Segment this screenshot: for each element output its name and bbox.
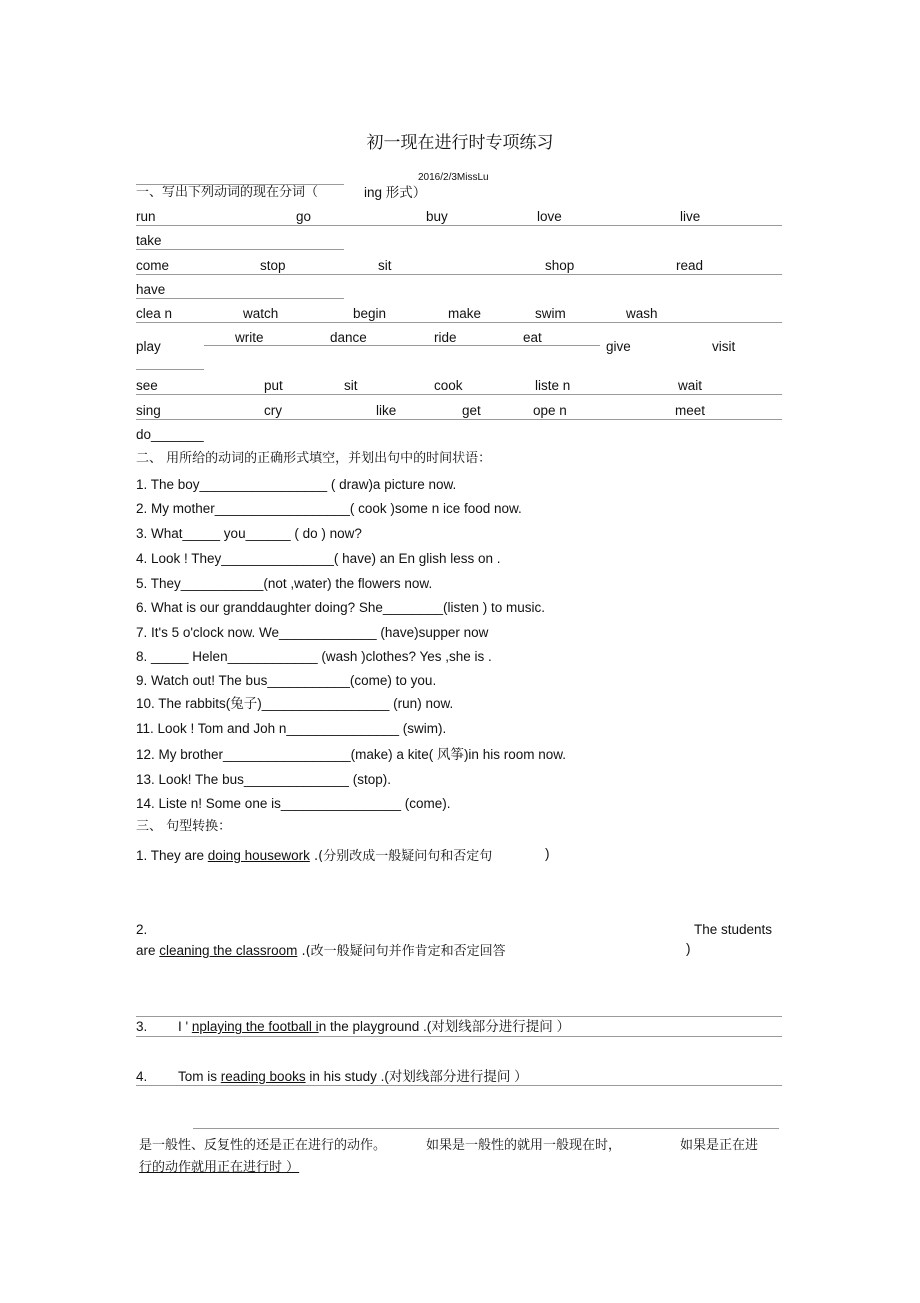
exercise-item: 5. They___________(not ,water) the flowers now. bbox=[136, 576, 433, 591]
transform-item-2 bbox=[136, 943, 506, 960]
q3-subject: I ' bbox=[178, 1019, 192, 1034]
q2-lead: The students bbox=[694, 922, 773, 937]
verb-item: give bbox=[606, 339, 631, 354]
verb-item: run bbox=[136, 209, 156, 224]
answer-line bbox=[136, 249, 344, 250]
exercise-item: 2. My mother__________________( cook )some n ice food now. bbox=[136, 501, 522, 516]
transform-item-4 bbox=[178, 1069, 528, 1085]
exercise-item: 3. What_____ you______ ( do ) now? bbox=[136, 526, 362, 541]
page-title: 初一现在进行时专项练习 bbox=[366, 133, 554, 153]
q1-close-paren: ) bbox=[545, 846, 550, 861]
verb-item: live bbox=[680, 209, 701, 224]
verb-item: come bbox=[136, 258, 170, 273]
verb-item: stop bbox=[260, 258, 286, 273]
verb-item: liste n bbox=[535, 378, 571, 393]
verb-item: sit bbox=[344, 378, 358, 393]
q1-underlined: doing housework bbox=[207, 848, 310, 863]
q2-instruction: .(改一般疑问句并作肯定和否定回答 bbox=[297, 944, 506, 959]
q4-instruction: in his study .(对划线部分进行提问 ） bbox=[305, 1069, 528, 1084]
q4-subject: Tom is bbox=[178, 1069, 221, 1084]
answer-line bbox=[136, 298, 344, 299]
answer-line bbox=[136, 394, 782, 395]
q2-pre: are bbox=[136, 943, 160, 958]
exercise-item: 11. Look ! Tom and Joh n_______________ (swim). bbox=[136, 721, 447, 736]
q4-number: 4. bbox=[136, 1069, 148, 1084]
verb-item: dance bbox=[330, 330, 367, 345]
exercise-item: 1. The boy_________________ ( draw)a picture now. bbox=[136, 477, 457, 492]
verb-item: begin bbox=[353, 306, 387, 321]
verb-item: ride bbox=[434, 330, 457, 345]
verb-item: ope n bbox=[533, 403, 567, 418]
q3-number: 3. bbox=[136, 1019, 148, 1034]
verb-item: make bbox=[448, 306, 482, 321]
verb-item: clea n bbox=[136, 306, 173, 321]
answer-line bbox=[136, 225, 782, 226]
exercise-item: 12. My brother_________________(make) a kite( 风筝)in his room now. bbox=[136, 747, 566, 762]
exercise-item: 10. The rabbits(兔子)_________________ (run) now. bbox=[136, 696, 454, 711]
verb-item: visit bbox=[712, 339, 736, 354]
q3-underlined: nplaying the football i bbox=[191, 1019, 319, 1034]
verb-item: shop bbox=[545, 258, 575, 273]
q2-number: 2. bbox=[136, 922, 148, 937]
q3-instruction: n the playground .(对划线部分进行提问 ） bbox=[318, 1019, 571, 1034]
verb-item: have bbox=[136, 282, 166, 297]
verb-item: cry bbox=[264, 403, 282, 418]
date-author: 2016/2/3MissLu bbox=[418, 172, 489, 183]
verb-item: buy bbox=[426, 209, 448, 224]
answer-line bbox=[136, 419, 782, 420]
answer-line bbox=[193, 1128, 779, 1129]
verb-item: see bbox=[136, 378, 158, 393]
section1-heading-tail: ing 形式） bbox=[364, 185, 427, 200]
verb-item: get bbox=[462, 403, 481, 418]
q1-instruction: .(分别改成一般疑问句和否定句 bbox=[309, 849, 493, 864]
note-line1-b: 如果是一般性的就用一般现在时， bbox=[426, 1138, 622, 1153]
note-line1-c: 如果是正在进 bbox=[680, 1138, 759, 1153]
q4-underlined: reading books bbox=[220, 1069, 306, 1084]
verb-item: love bbox=[537, 209, 562, 224]
exercise-item: 7. It's 5 o'clock now. We_____________ (have)supper now bbox=[136, 625, 489, 640]
verb-item: cook bbox=[434, 378, 463, 393]
verb-item: sit bbox=[378, 258, 392, 273]
answer-line bbox=[136, 1085, 782, 1086]
note-line1-a: 是一般性、反复性的还是正在进行的动作。 bbox=[139, 1138, 387, 1153]
verb-item: read bbox=[676, 258, 704, 273]
exercise-item: 8. _____ Helen____________ (wash )clothes? Yes ,she is . bbox=[136, 649, 492, 664]
verb-item: eat bbox=[523, 330, 542, 345]
exercise-item: 13. Look! The bus______________ (stop). bbox=[136, 772, 391, 787]
verb-item: take bbox=[136, 233, 162, 248]
answer-line bbox=[136, 322, 782, 323]
q2-close-paren: ) bbox=[686, 941, 691, 956]
verb-item: play bbox=[136, 339, 161, 354]
note-line2: 行的动作就用正在进行时 ） bbox=[139, 1160, 300, 1175]
verb-item: swim bbox=[535, 306, 566, 321]
exercise-item: 6. What is our granddaughter doing? She________(listen ) to music. bbox=[136, 600, 546, 615]
answer-line bbox=[136, 1036, 782, 1037]
verb-item: write bbox=[235, 330, 264, 345]
section2-heading: 二、 用所给的动词的正确形式填空，并划出句中的时间状语： bbox=[136, 451, 492, 466]
q2-underlined: cleaning the classroom bbox=[159, 943, 298, 958]
exercise-item: 4. Look ! They_______________( have) an En glish less on . bbox=[136, 551, 501, 566]
answer-line bbox=[204, 345, 600, 346]
section1-heading: 一、写出下列动词的现在分词（ bbox=[136, 185, 319, 200]
verb-item: go bbox=[296, 209, 312, 224]
exercise-item: 9. Watch out! The bus___________(come) to you. bbox=[136, 673, 437, 688]
transform-item-1 bbox=[136, 848, 492, 865]
q1-number: 1. They are bbox=[136, 848, 208, 863]
verb-item: do_______ bbox=[136, 427, 204, 442]
verb-item: wait bbox=[678, 378, 703, 393]
section3-heading: 三、 句型转换： bbox=[136, 819, 232, 834]
verb-item: wash bbox=[626, 306, 658, 321]
answer-line bbox=[136, 369, 204, 370]
exercise-item: 14. Liste n! Some one is________________ (come). bbox=[136, 796, 451, 811]
verb-item: like bbox=[376, 403, 397, 418]
verb-item: meet bbox=[675, 403, 706, 418]
answer-line bbox=[136, 1016, 782, 1017]
verb-item: sing bbox=[136, 403, 161, 418]
transform-item-3 bbox=[178, 1019, 570, 1035]
verb-item: watch bbox=[243, 306, 279, 321]
verb-item: put bbox=[264, 378, 283, 393]
answer-line bbox=[136, 274, 782, 275]
